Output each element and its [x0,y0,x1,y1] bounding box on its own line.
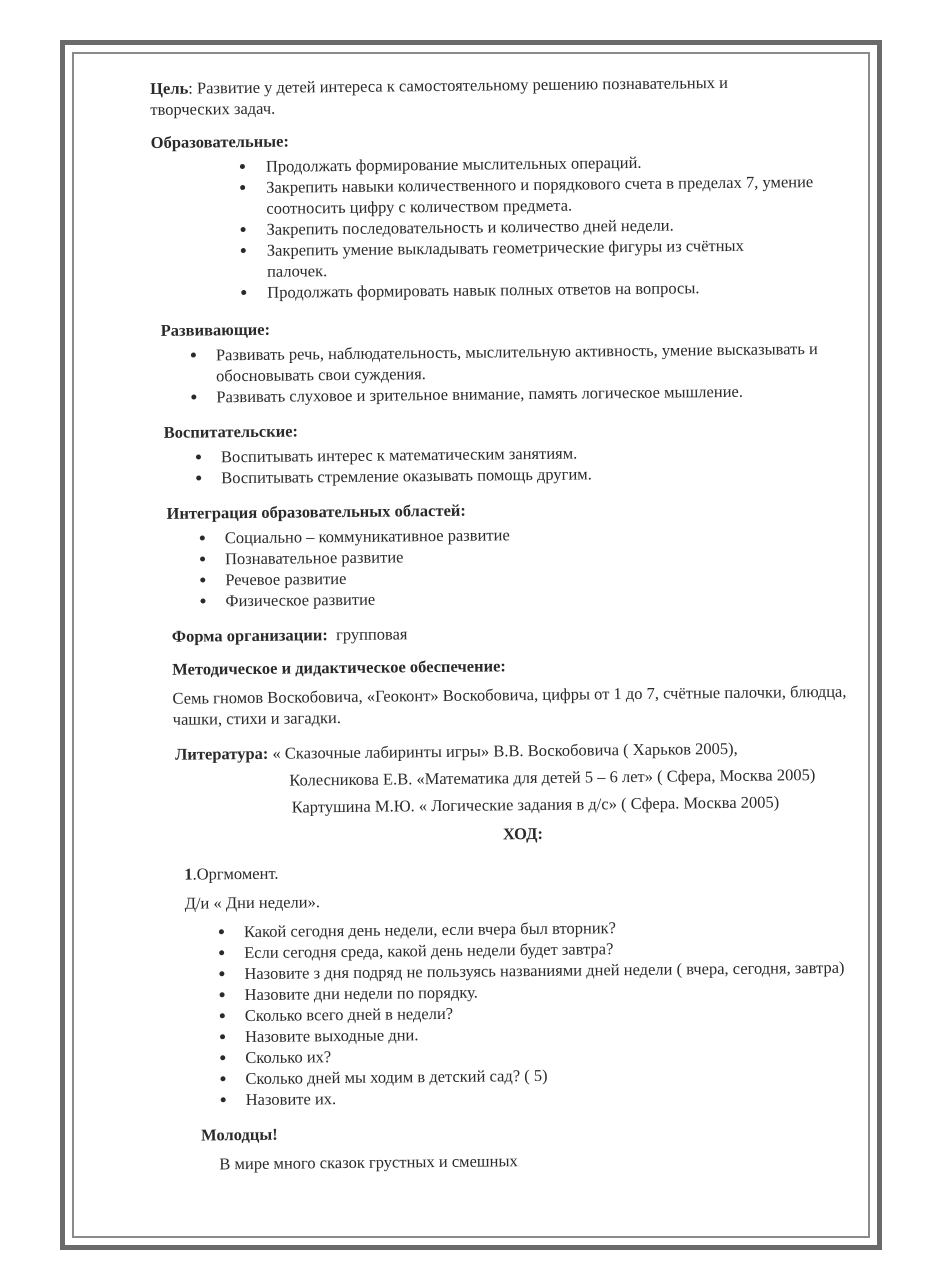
list-item: Сколько всего дней в недели? [245,999,860,1026]
list-item: Какой сегодня день недели, если вчера был вторник? [244,915,859,942]
developing-heading: Развивающие: [160,319,271,340]
list-item: Сколько их? [245,1041,860,1068]
course-step [184,856,888,884]
list-item: Воспитывать интерес к математическим занятиям. [221,439,884,467]
list-item: Назовите выходные дни. [245,1020,860,1047]
literature-label: Литература: [174,743,269,764]
form-paragraph [172,618,886,646]
literature-item: Картушина М.Ю. « Логические задания в д/с» ( Сфера. Москва 2005) [291,792,780,817]
praise-text: Молодцы! [200,1124,278,1145]
course-heading: ХОД: [502,823,544,844]
list-item: Продолжать формирование мыслительных операций. [266,151,761,177]
form-label: Форма организации: [171,625,328,646]
list-item: Сколько дней мы ходим в детский сад? ( 5) [245,1062,860,1089]
list-item: Физическое развитие [225,583,885,611]
list-item: Закрепить умение выкладывать геометрические фигуры из счётных палочек. [267,235,762,282]
list-item: Развивать речь, наблюдательность, мыслительную активность, умение высказывать и обосновывать свои суждения. [216,337,873,386]
list-item: Продолжать формировать навык полных ответов на вопросы. [267,277,762,303]
list-item: Назовите их. [246,1083,861,1110]
integration-heading: Интеграция образовательных областей: [166,500,466,523]
list-item: Закрепить последовательность и количество дней недели. [266,214,761,240]
goal-label: Цель [150,78,189,98]
list-item: Развивать слуховое и зрительное внимание, память логическое мышление. [216,379,873,407]
literature-item: Колесникова Е.В. «Математика для детей 5 – 6 лет» ( Сфера, Москва 2005) [289,765,816,790]
developing-list [153,337,874,408]
list-item: Познавательное развитие [225,541,885,569]
course-step-text: .Оргмомент. [192,863,279,884]
upbringing-heading: Воспитательские: [163,421,299,442]
goal-text: : Развитие у детей интереса к самостоятельному решению познавательных и творческих задач. [150,72,729,119]
educational-heading: Образовательные: [150,131,290,152]
list-item: Назовите з дня подряд не пользуясь названиями дней недели ( вчера, сегодня, завтра) [244,957,864,984]
goal-paragraph [150,71,800,120]
course-game: Д/и « Дни недели». [184,892,321,913]
integration-list [155,520,886,612]
methodical-text: Семь гномов Воскобовича, «Геоконт» Воскобовича, цифры от 1 до 7, счётные палочки, блюдца, чашки, стихи и загадки. [172,681,847,729]
methodical-heading: Методическое и дидактическое обеспечение: [172,656,506,679]
literature-paragraph [175,736,887,764]
form-value: групповая [335,624,408,645]
educational-list [151,151,814,304]
list-item: Воспитывать стремление оказывать помощь другим. [221,460,884,488]
list-item: Назовите дни недели по порядку. [244,978,859,1005]
literature-item: « Сказочные лабиринты игры» В.В. Воскобовича ( Харьков 2005), [272,738,738,763]
list-item: Если сегодня среда, какой день недели будет завтра? [244,936,859,963]
poem-line: В мире много сказок грустных и смешных [219,1151,518,1174]
course-step-number: 1 [184,864,193,884]
list-item: Речевое развитие [225,562,885,590]
document-page [150,70,891,1175]
list-item: Социально – коммуникативное развитие [225,520,885,548]
upbringing-list [154,439,884,489]
list-item: Закрепить навыки количественного и порядкового счета в пределах 7, умение соотносить цифру с количеством предмета. [266,171,826,219]
questions-list [159,915,861,1111]
